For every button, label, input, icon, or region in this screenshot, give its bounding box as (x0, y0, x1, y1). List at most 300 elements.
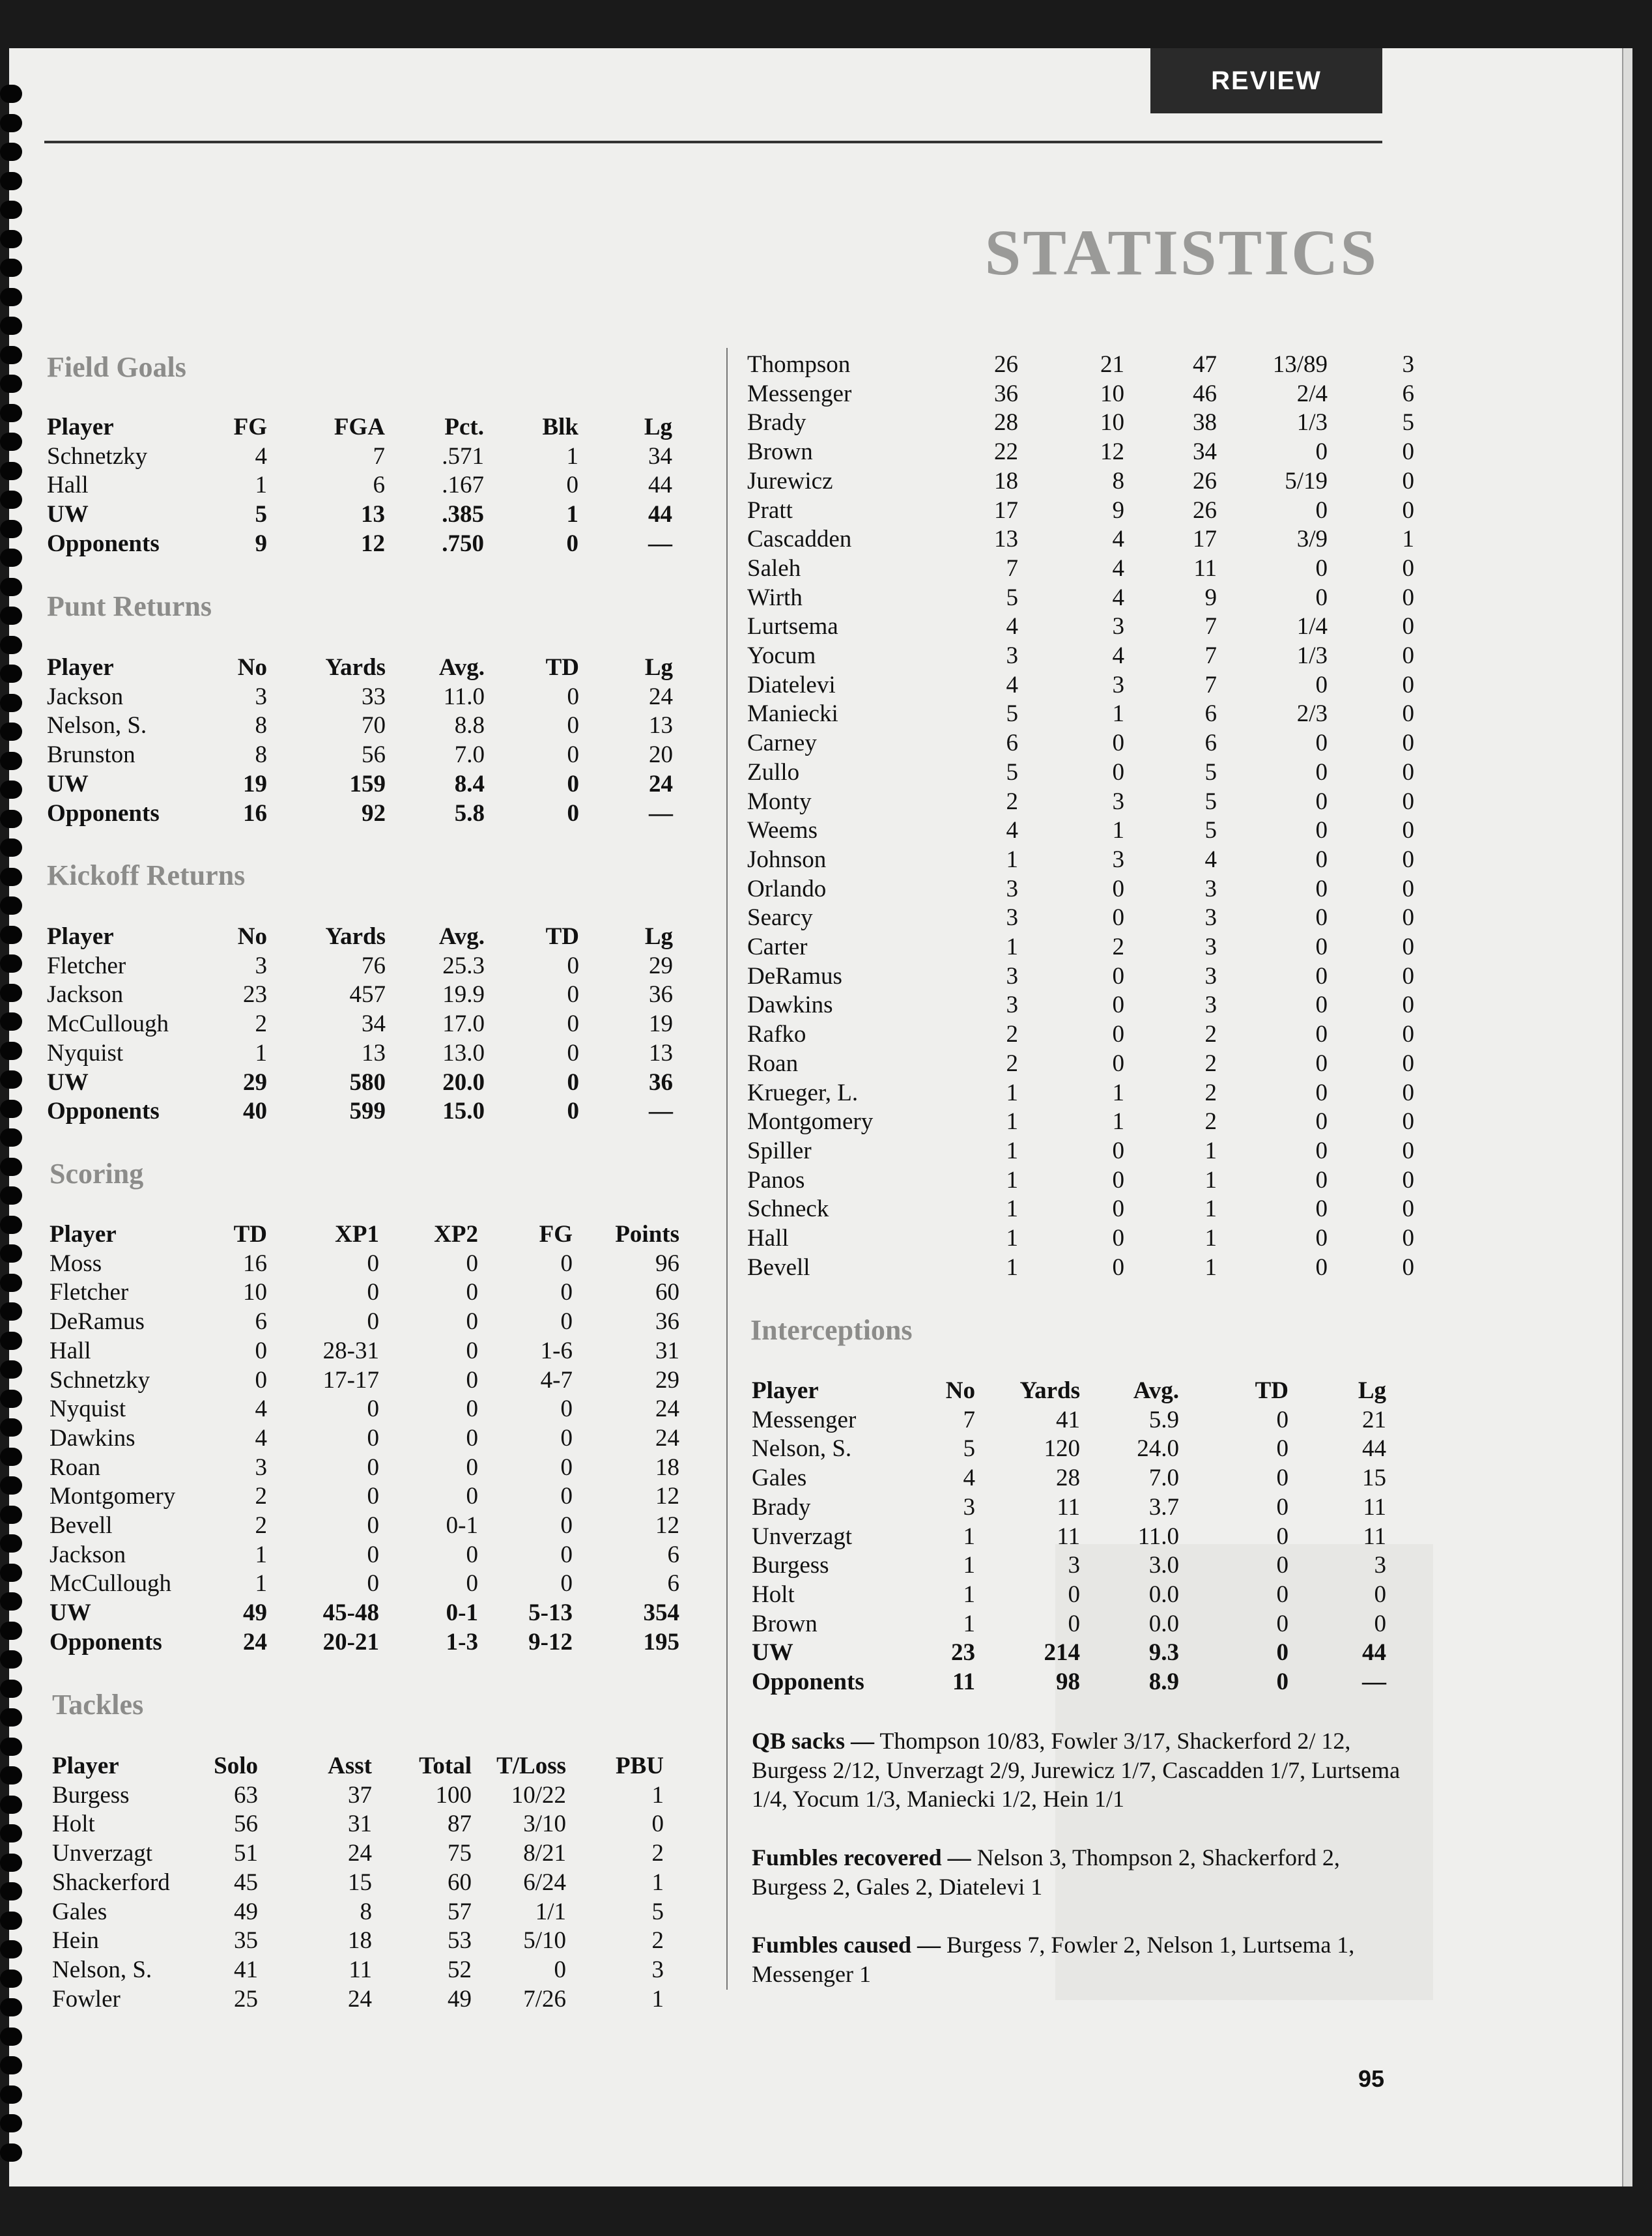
table-cell: Bevell (50, 1512, 113, 1540)
table-row (747, 351, 1414, 380)
page-number: 95 (1358, 2065, 1385, 2092)
table-cell: 0 (1315, 962, 1328, 990)
table-header-row (52, 1752, 664, 1781)
binding-coil (0, 1564, 22, 1582)
table-cell: 31 (348, 1811, 372, 1838)
table-cell: Brady (752, 1493, 811, 1521)
table-cell: 7.0 (454, 741, 485, 769)
table-cell: 7 (963, 1406, 975, 1433)
table-cell: 87 (448, 1811, 472, 1838)
table-cell: 13 (649, 712, 673, 739)
column-header: Avg. (438, 923, 485, 950)
table-cell: 0 (466, 1454, 478, 1481)
table-cell: 0 (1402, 875, 1414, 902)
table-cell: 3 (255, 683, 267, 710)
table-row (47, 741, 673, 770)
table-row (50, 1482, 679, 1512)
binding-coil (0, 2114, 22, 2132)
binding-coil (0, 549, 22, 567)
table-cell: Pratt (747, 496, 793, 524)
table-cell: Schnetzky (50, 1366, 150, 1394)
binding-coil (0, 1390, 22, 1408)
table-cell: 0 (1402, 1108, 1414, 1136)
table-cell: 3 (1204, 904, 1217, 932)
table-cell: 36 (649, 1068, 673, 1096)
table-cell: 8 (360, 1898, 372, 1925)
field-goals-table (47, 413, 672, 559)
table-cell: 0 (1112, 758, 1124, 786)
table-cell: 0 (466, 1483, 478, 1510)
table-cell: 0 (466, 1250, 478, 1277)
table-row (752, 1406, 1386, 1435)
table-cell: 17.0 (442, 1010, 485, 1038)
table-header-row (47, 923, 673, 952)
table-cell: 0 (1112, 1050, 1124, 1077)
table-cell: 1 (1006, 1166, 1018, 1194)
table-cell: 5 (1006, 584, 1018, 611)
table-row (50, 1512, 679, 1541)
binding-coil (0, 636, 22, 654)
table-cell: 26 (994, 351, 1018, 378)
table-cell: 18 (994, 467, 1018, 494)
punt-returns-table (47, 653, 673, 828)
table-cell: 5 (1006, 700, 1018, 728)
table-cell: 0 (1315, 438, 1328, 466)
table-cell: 1 (963, 1581, 975, 1608)
table-cell: 25 (234, 1985, 258, 2013)
table-cell: 31 (655, 1337, 679, 1364)
binding-coil (0, 896, 22, 915)
table-cell: 0 (1402, 1079, 1414, 1106)
table-cell: 49 (243, 1599, 267, 1627)
table-cell: Monty (747, 788, 812, 815)
table-cell: 11 (349, 1956, 372, 1983)
binding-coil (0, 1680, 22, 1698)
column-header: Player (752, 1377, 819, 1404)
table-cell: 0 (567, 799, 579, 827)
table-cell: 0 (560, 1483, 573, 1510)
table-cell: UW (50, 1599, 91, 1627)
binding-coil (0, 1824, 22, 1842)
table-row (47, 952, 673, 981)
table-cell: 8 (255, 741, 267, 769)
table-cell: 0 (1315, 1196, 1328, 1223)
table-cell: 0 (1112, 904, 1124, 932)
table-cell: McCullough (50, 1570, 172, 1598)
table-cell: 3 (1068, 1552, 1080, 1579)
table-cell: 1 (651, 1781, 664, 1809)
column-header: Points (615, 1221, 679, 1248)
table-cell: 0 (560, 1454, 573, 1481)
table-cell: 0 (567, 1068, 579, 1096)
fumbles-recovered-text: Nelson 3, Thompson 2, Shackerford 2, Burgess 2, Gales 2, Diatelevi 1 (752, 1844, 1340, 1900)
table-cell: 2 (255, 1483, 267, 1510)
table-row (747, 1137, 1414, 1166)
table-cell: Bevell (747, 1254, 810, 1281)
column-divider (726, 348, 728, 1990)
table-cell: 0 (1112, 1137, 1124, 1164)
table-cell: Schneck (747, 1196, 829, 1223)
table-cell: 0 (567, 770, 579, 797)
table-cell: 63 (234, 1781, 258, 1809)
table-cell: 24.0 (1137, 1435, 1179, 1463)
binding-coil (0, 1708, 22, 1727)
table-row (50, 1278, 679, 1308)
table-cell: .167 (442, 472, 484, 499)
table-cell: 8.4 (454, 770, 485, 797)
interceptions-table (752, 1377, 1386, 1697)
fumbles-caused-label: Fumbles caused — (752, 1932, 941, 1958)
table-cell: 13/89 (1272, 351, 1328, 378)
table-cell: Shackerford (52, 1869, 170, 1896)
binding-coil (0, 665, 22, 683)
table-cell: 0 (1402, 1021, 1414, 1048)
table-cell: 2/4 (1296, 380, 1328, 407)
table-row (747, 904, 1414, 933)
binding-coil (0, 723, 22, 741)
binding-coil (0, 1970, 22, 1988)
table-cell: Burgess (752, 1552, 829, 1579)
table-cell: 11 (1193, 554, 1217, 582)
table-cell: 13 (361, 501, 385, 528)
table-cell: 2 (1204, 1108, 1217, 1136)
table-row (47, 981, 673, 1010)
table-cell: 57 (448, 1898, 472, 1925)
table-cell: 19.9 (442, 981, 485, 1009)
table-cell: 5 (651, 1898, 664, 1925)
table-cell: 41 (234, 1956, 258, 1983)
table-cell: 0 (1276, 1581, 1289, 1608)
table-cell: 47 (1193, 351, 1217, 378)
table-cell: 49 (234, 1898, 258, 1925)
table-row (50, 1366, 679, 1396)
table-cell: Montgomery (747, 1108, 874, 1136)
table-cell: Nyquist (50, 1396, 126, 1423)
table-cell: 0 (1112, 875, 1124, 902)
table-cell: 10 (243, 1279, 267, 1306)
section-title-scoring: Scoring (50, 1158, 144, 1190)
table-cell: 0 (1276, 1639, 1289, 1667)
table-cell: 10/22 (511, 1781, 566, 1809)
table-cell: 2 (1006, 1021, 1018, 1048)
table-row (50, 1570, 679, 1599)
table-cell: 0 (1315, 992, 1328, 1019)
table-cell: 3/9 (1296, 526, 1328, 553)
binding-coil (0, 1796, 22, 1814)
table-cell: UW (47, 501, 89, 528)
table-cell: 19 (649, 1010, 673, 1038)
table-row (747, 438, 1414, 467)
table-cell: 0 (1276, 1552, 1289, 1579)
table-cell: 28-31 (322, 1337, 379, 1364)
table-cell: 2 (1204, 1079, 1217, 1106)
table-cell: 29 (243, 1068, 267, 1096)
table-cell: 0 (560, 1308, 573, 1336)
binding-coil (0, 1128, 22, 1147)
table-cell: 1 (1006, 1196, 1018, 1223)
table-cell: 16 (243, 799, 267, 827)
table-cell: 20-21 (322, 1628, 379, 1656)
table-cell: 24 (348, 1985, 372, 2013)
table-cell: 0 (1315, 584, 1328, 611)
table-row (47, 471, 672, 500)
column-header: XP2 (434, 1221, 478, 1248)
table-cell: 9-12 (528, 1628, 573, 1656)
table-cell: 1 (1006, 1254, 1018, 1281)
table-cell: 0 (1402, 613, 1414, 640)
table-cell: 28 (1056, 1465, 1080, 1492)
table-cell: 51 (234, 1840, 258, 1867)
table-cell: 0 (466, 1570, 478, 1598)
table-cell: 1/1 (535, 1898, 566, 1925)
table-cell: 3 (651, 1956, 664, 1983)
table-cell: 6 (1204, 700, 1217, 728)
table-cell: .571 (442, 442, 484, 470)
table-cell: 0 (1276, 1406, 1289, 1433)
table-cell: McCullough (47, 1010, 169, 1038)
table-cell: 24 (348, 1840, 372, 1867)
table-cell: 0 (1315, 1021, 1328, 1048)
table-cell: 0 (567, 1098, 579, 1125)
table-cell: 0 (1315, 1166, 1328, 1194)
table-cell: 8.9 (1148, 1669, 1179, 1696)
table-cell: 6/24 (523, 1869, 566, 1896)
binding-coil (0, 1042, 22, 1060)
table-cell: 5 (1204, 817, 1217, 844)
section-title-kickoff-returns: Kickoff Returns (47, 859, 246, 891)
qb-sacks-label: QB sacks — (752, 1728, 875, 1754)
table-row (747, 554, 1414, 584)
table-cell: 1 (1006, 934, 1018, 961)
binding-coil (0, 259, 22, 277)
binding-coil (0, 1332, 22, 1350)
table-row (52, 1898, 664, 1927)
table-cell: 1 (1112, 1108, 1124, 1136)
table-row (50, 1250, 679, 1279)
table-cell: 3 (1006, 875, 1018, 902)
header-rule (44, 141, 1382, 143)
table-cell: 3 (1006, 962, 1018, 990)
column-header: PBU (616, 1753, 664, 1779)
table-cell: 0 (1402, 642, 1414, 670)
table-cell: 0 (567, 952, 579, 979)
table-cell: 0 (1315, 1050, 1328, 1077)
table-row (747, 642, 1414, 671)
table-cell: 12 (655, 1483, 679, 1510)
column-header: Lg (1358, 1377, 1386, 1404)
table-cell: 11.0 (443, 683, 485, 710)
table-cell: 0 (1315, 496, 1328, 524)
table-cell: 44 (648, 472, 672, 499)
table-cell: 44 (1362, 1639, 1386, 1667)
binding-coil (0, 375, 22, 393)
table-row (752, 1668, 1386, 1697)
table-cell: 11.0 (1137, 1523, 1179, 1550)
binding-coil (0, 462, 22, 480)
table-cell: 1 (1006, 846, 1018, 873)
table-header-row (47, 413, 672, 442)
table-cell: 23 (243, 981, 267, 1009)
column-header: Player (47, 414, 114, 440)
table-cell: Nelson, S. (52, 1956, 152, 1983)
table-cell: 0 (1315, 758, 1328, 786)
table-cell: 8 (255, 712, 267, 739)
section-title-field-goals: Field Goals (47, 351, 186, 383)
table-row (747, 612, 1414, 642)
table-row (747, 1254, 1414, 1283)
binding-coil (0, 1448, 22, 1466)
table-cell: Jurewicz (747, 467, 833, 494)
table-cell: 44 (1362, 1435, 1386, 1463)
review-badge: REVIEW (1150, 48, 1382, 113)
table-cell: — (649, 799, 673, 827)
table-cell: Hall (747, 1225, 789, 1252)
table-cell: 10 (1100, 409, 1124, 437)
table-row (747, 700, 1414, 729)
table-cell: 5 (963, 1435, 975, 1463)
table-cell: 0 (466, 1337, 478, 1364)
table-cell: 0 (651, 1811, 664, 1838)
table-cell: 5 (1006, 758, 1018, 786)
table-row (52, 1927, 664, 1956)
column-header: Asst (328, 1753, 372, 1779)
table-cell: 159 (349, 770, 386, 797)
table-header-row (50, 1220, 679, 1250)
table-cell: 2 (255, 1512, 267, 1540)
table-cell: Lurtsema (747, 613, 838, 640)
table-cell: 60 (448, 1869, 472, 1896)
column-header: FG (233, 414, 267, 440)
table-cell: 3 (1402, 351, 1414, 378)
table-cell: 1 (1112, 817, 1124, 844)
table-cell: 3 (1204, 875, 1217, 902)
table-cell: Maniecki (747, 700, 838, 728)
table-cell: Opponents (47, 1098, 160, 1125)
table-cell: 2 (1204, 1050, 1217, 1077)
table-cell: 1 (1112, 700, 1124, 728)
binding-coil (0, 781, 22, 799)
table-cell: 6 (667, 1570, 679, 1598)
fumbles-recovered-note (752, 1843, 1403, 1901)
table-cell: 10 (1100, 380, 1124, 407)
table-cell: Schnetzky (47, 442, 148, 470)
table-row (747, 816, 1414, 846)
column-header: Lg (644, 923, 673, 950)
table-cell: 3 (1374, 1552, 1386, 1579)
table-cell: 0 (1112, 1166, 1124, 1194)
table-cell: 7/26 (523, 1985, 566, 2013)
column-header: Player (52, 1753, 119, 1779)
table-cell: 6 (1204, 730, 1217, 757)
table-cell: 37 (348, 1781, 372, 1809)
binding-coil (0, 230, 22, 248)
table-cell: 45 (234, 1869, 258, 1896)
table-header-row (752, 1377, 1386, 1406)
table-cell: 0 (1374, 1581, 1386, 1608)
table-cell: 36 (655, 1308, 679, 1336)
table-cell: 0 (367, 1424, 379, 1452)
binding-coil (0, 810, 22, 828)
table-cell: 0 (367, 1541, 379, 1568)
table-cell: 1 (255, 1039, 267, 1067)
table-cell: 2 (1112, 934, 1124, 961)
column-header: T/Loss (496, 1753, 566, 1779)
table-cell: 6 (1402, 380, 1414, 407)
table-cell: 4 (1112, 642, 1124, 670)
binding-coil (0, 1592, 22, 1611)
table-cell: 3 (1204, 934, 1217, 961)
table-cell: 0 (1276, 1465, 1289, 1492)
table-row (47, 442, 672, 472)
table-cell: Nyquist (47, 1039, 124, 1067)
table-cell: 0 (1315, 875, 1328, 902)
table-cell: 2 (651, 1840, 664, 1867)
table-cell: 3.0 (1148, 1552, 1179, 1579)
table-cell: .385 (442, 501, 484, 528)
tackles-table (52, 1752, 664, 2014)
table-cell: 0 (567, 683, 579, 710)
binding-coil (0, 1912, 22, 1930)
qb-sacks-text: Thompson 10/83, Fowler 3/17, Shackerford 2/ 12, Burgess 2/12, Unverzagt 2/9, Jurewicz 1/7, Cascadden 1/7, Lurtsema 1/4, Yocum 1/3, Maniecki 1/2, Hein 1/1 (752, 1728, 1401, 1812)
table-cell: 45-48 (322, 1599, 379, 1627)
binding-coil (0, 1534, 22, 1553)
table-cell: 24 (243, 1628, 267, 1656)
table-row (52, 1810, 664, 1839)
column-header: Player (47, 923, 114, 950)
table-cell: 0 (1315, 554, 1328, 582)
table-cell: 23 (951, 1639, 975, 1667)
table-row (52, 1839, 664, 1869)
table-cell: 0 (560, 1570, 573, 1598)
table-cell: 1 (963, 1523, 975, 1550)
table-cell: 4 (1006, 817, 1018, 844)
table-cell: 1 (651, 1869, 664, 1896)
table-row (747, 846, 1414, 875)
table-cell: Gales (752, 1465, 807, 1492)
table-cell: 0 (1112, 992, 1124, 1019)
table-cell: 20 (649, 741, 673, 769)
table-cell: 17 (1193, 526, 1217, 553)
table-cell: 0 (566, 530, 578, 557)
table-cell: Roan (747, 1050, 799, 1077)
table-cell: 4 (1112, 584, 1124, 611)
table-cell: 0 (1402, 1050, 1414, 1077)
table-cell: 0 (1112, 730, 1124, 757)
table-cell: 9 (255, 530, 267, 557)
table-cell: 28 (994, 409, 1018, 437)
table-row (52, 1985, 664, 2014)
table-cell: 96 (655, 1250, 679, 1277)
table-cell: 6 (1006, 730, 1018, 757)
table-cell: 0 (1315, 730, 1328, 757)
table-cell: Montgomery (50, 1483, 176, 1510)
table-cell: 38 (1193, 409, 1217, 437)
table-cell: 4 (255, 442, 267, 470)
table-cell: 0 (1315, 1079, 1328, 1106)
table-cell: 15 (348, 1869, 372, 1896)
table-cell: 19 (243, 770, 267, 797)
table-cell: 15.0 (442, 1098, 485, 1125)
tackles-continued-table (747, 351, 1414, 1283)
table-cell: 12 (1100, 438, 1124, 466)
page-edge (1622, 48, 1632, 2186)
table-cell: 0 (1402, 584, 1414, 611)
table-cell: 56 (234, 1811, 258, 1838)
table-cell: 0-1 (446, 1512, 478, 1540)
table-cell: Jackson (47, 683, 124, 710)
binding-coil (0, 984, 22, 1002)
table-cell: DeRamus (747, 962, 842, 990)
